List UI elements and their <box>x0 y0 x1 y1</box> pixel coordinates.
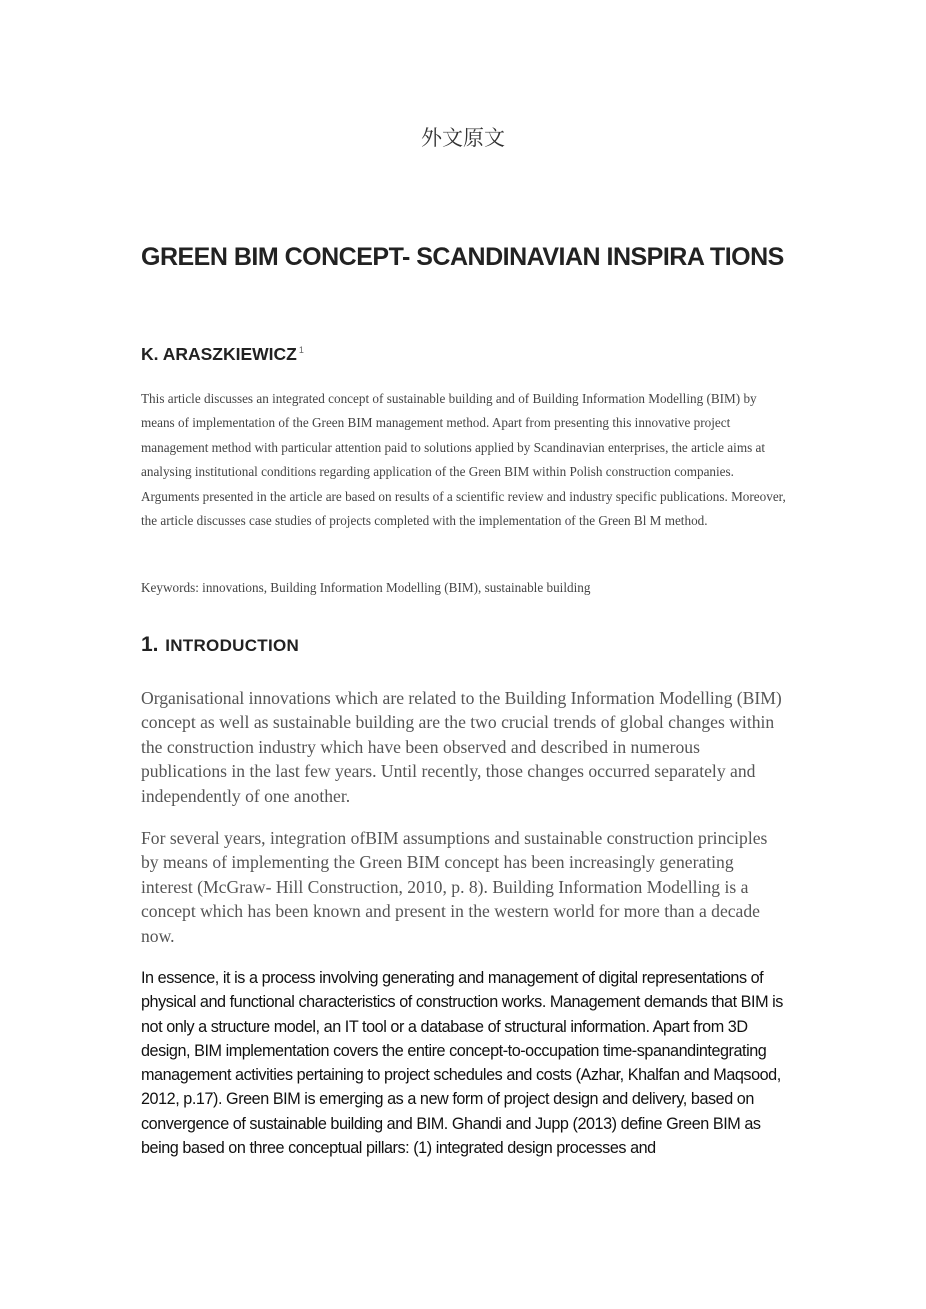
abstract: This article discusses an integrated concept of sustainable building and of Building Information Modelling (BIM) by means of implementation of the Green BIM management method. Apart from presenting this innovative project management method with particular attention paid to solutions applied by Scandinavian enterprises, the article aims at analysing institutional conditions regarding application of the Green BIM within Polish construction companies. Arguments presented in the article are based on results of a scientific review and industry specific publications. Moreover, the article discusses case studies of projects completed with the implementation of the Green Bl M method. <box>141 391 786 529</box>
section-number: 1. <box>141 633 159 656</box>
paper-title: GREEN BIM CONCEPT- SCANDINAVIAN INSPIRA TIONS <box>141 243 784 271</box>
intro-paragraph-1: Organisational innovations which are related to the Building Information Modelling (BIM) concept as well as sustainable building are the two crucial trends of global changes within the construction industry which have been observed and described in numerous publications in the last few years. Until recently, those changes occurred separately and independently of one another. <box>141 688 782 806</box>
author-name: K. ARASZKIEWICZ <box>141 344 297 364</box>
section-heading-introduction <box>141 630 299 658</box>
intro-paragraph-3: In essence, it is a process involving generating and management of digital representations of physical and functional characteristics of construction works. Management demands that BIM is not only a structure model, an IT tool or a database of structural information. Apart from 3D design, BIM implementation covers the entire concept-to-occupation time-spanandintegrating management activities pertaining to project schedules and costs (Azhar, Khalfan and Maqsood, 2012, p.17). Green BIM is emerging as a new form of project design and delivery, based on convergence of sustainable building and BIM. Ghandi and Jupp (2013) define Green BIM as being based on three conceptual pillars: (1) integrated design processes and <box>141 969 783 1158</box>
chinese-header-title: 外文原文 <box>421 126 505 150</box>
author-footnote-mark: 1 <box>298 345 304 356</box>
author-line <box>141 344 304 365</box>
intro-paragraph-2: For several years, integration ofBIM assumptions and sustainable construction principles by means of implementing the Green BIM concept has been increasingly generating interest (McGraw- Hill Construction, 2010, p. 8). Building Information Modelling is a concept which has been known and present in the western world for more than a decade now. <box>141 828 768 946</box>
keywords: Keywords: innovations, Building Information Modelling (BIM), sustainable building <box>141 580 591 595</box>
section-title: INTRODUCTION <box>165 636 300 655</box>
